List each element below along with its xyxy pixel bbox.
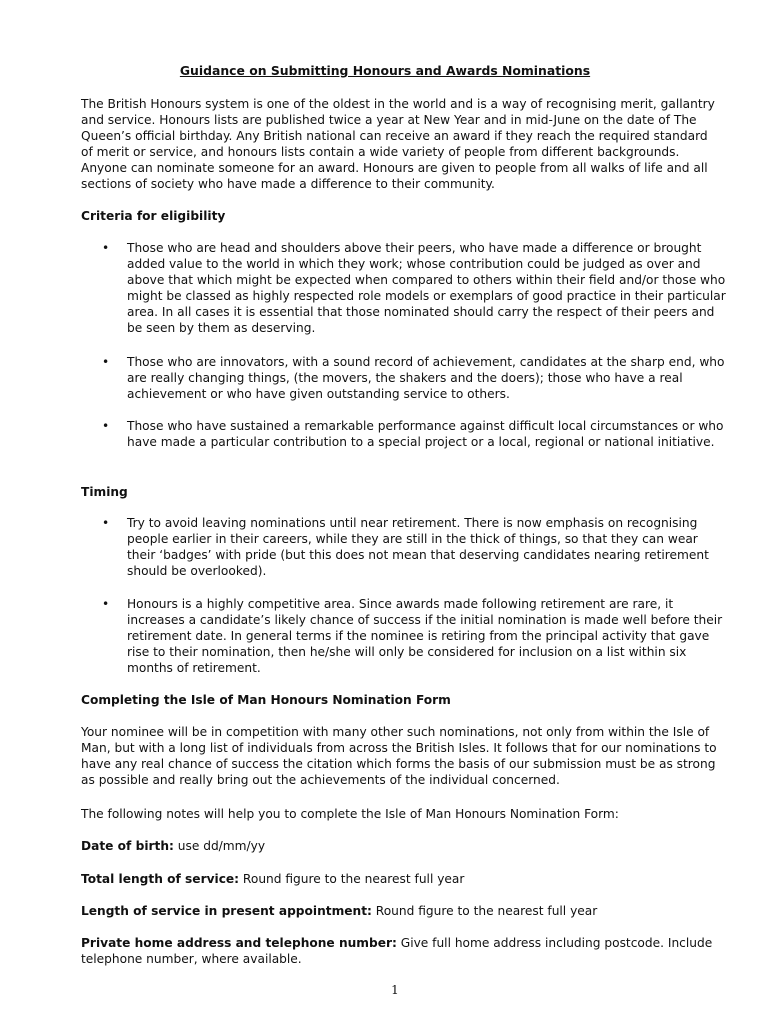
field-text: Round figure to the nearest full year <box>371 904 598 918</box>
notes-intro: The following notes will help you to complete the Isle of Man Honours Nomination Form: <box>81 807 619 821</box>
field-text: Round figure to the nearest full year <box>239 872 465 886</box>
bullet-icon: • <box>102 419 110 433</box>
field-label: Length of service in present appointment: <box>81 904 372 918</box>
bullet-icon: • <box>102 516 110 530</box>
field-label: Total length of service: <box>81 872 240 886</box>
timing-item: Try to avoid leaving nominations until near retirement. There is now emphasis on recognising people earlier in their careers, while they are still in the thick of things, so that they can wear their ‘badges’ with pride (but this does not mean that deserving candidates nearing retirement should be overlooked). <box>127 516 709 579</box>
criteria-item: Those who are innovators, with a sound record of achievement, candidates at the sharp end, who are really changing things, (the movers, the shakers and the doers); those who have a real achievement or who have given outstanding service to others. <box>127 355 725 402</box>
completing-heading: Completing the Isle of Man Honours Nomination Form <box>81 693 451 707</box>
timing-item: Honours is a highly competitive area. Since awards made following retirement are rare, it increases a candidate’s likely chance of success if the initial nomination is made well before their retirement date. In general terms if the nominee is retiring from the principal activity that gave rise to their nomination, then he/she will only be considered for inclusion on a list within six months of retirement. <box>127 597 723 676</box>
field-text: use dd/mm/yy <box>173 839 266 853</box>
field-total-service <box>81 871 721 887</box>
field-present-appointment <box>81 903 721 919</box>
field-text: Give full home address including postcode. Include telephone number, where available. <box>81 936 713 967</box>
field-date-of-birth <box>81 838 721 854</box>
intro-paragraph: The British Honours system is one of the oldest in the world and is a way of recognising merit, gallantry and service. Honours lists are published twice a year at New Year and in mid-June on the date of The Queen’s official birthday. Any British national can receive an award if they reach the required standard of merit or service, and honours lists contain a wide variety of people from different backgrounds. Anyone can nominate someone for an award. Honours are given to people from all walks of life and all sections of society who have made a difference to their community. <box>81 97 715 192</box>
bullet-icon: • <box>102 241 110 255</box>
criteria-item: Those who are head and shoulders above their peers, who have made a difference or brought added value to the world in which they work; whose contribution could be judged as over and above that which might be expected when compared to others within their field and/or those who might be classed as highly respected role models or exemplars of good practice in their particular area. In all cases it is essential that those nominated should carry the respect of their peers and be seen by them as deserving. <box>127 241 726 336</box>
page-number: 1 <box>391 983 399 997</box>
field-label: Date of birth: <box>81 839 174 853</box>
field-home-address <box>81 935 721 967</box>
document-title: Guidance on Submitting Honours and Awards Nominations <box>179 63 591 78</box>
bullet-icon: • <box>102 597 110 611</box>
timing-heading: Timing <box>81 485 128 499</box>
criteria-item: Those who have sustained a remarkable performance against difficult local circumstances or who have made a particular contribution to a special project or a local, regional or national initiative. <box>127 419 724 450</box>
bullet-icon: • <box>102 355 110 369</box>
field-label: Private home address and telephone number: <box>81 936 397 950</box>
criteria-heading: Criteria for eligibility <box>81 209 226 223</box>
completing-paragraph: Your nominee will be in competition with many other such nominations, not only from within the Isle of Man, but with a long list of individuals from across the British Isles. It follows that for our nominations to have any real chance of success the citation which forms the basis of our submission must be as strong as possible and really bring out the achievements of the individual concerned. <box>81 725 717 788</box>
